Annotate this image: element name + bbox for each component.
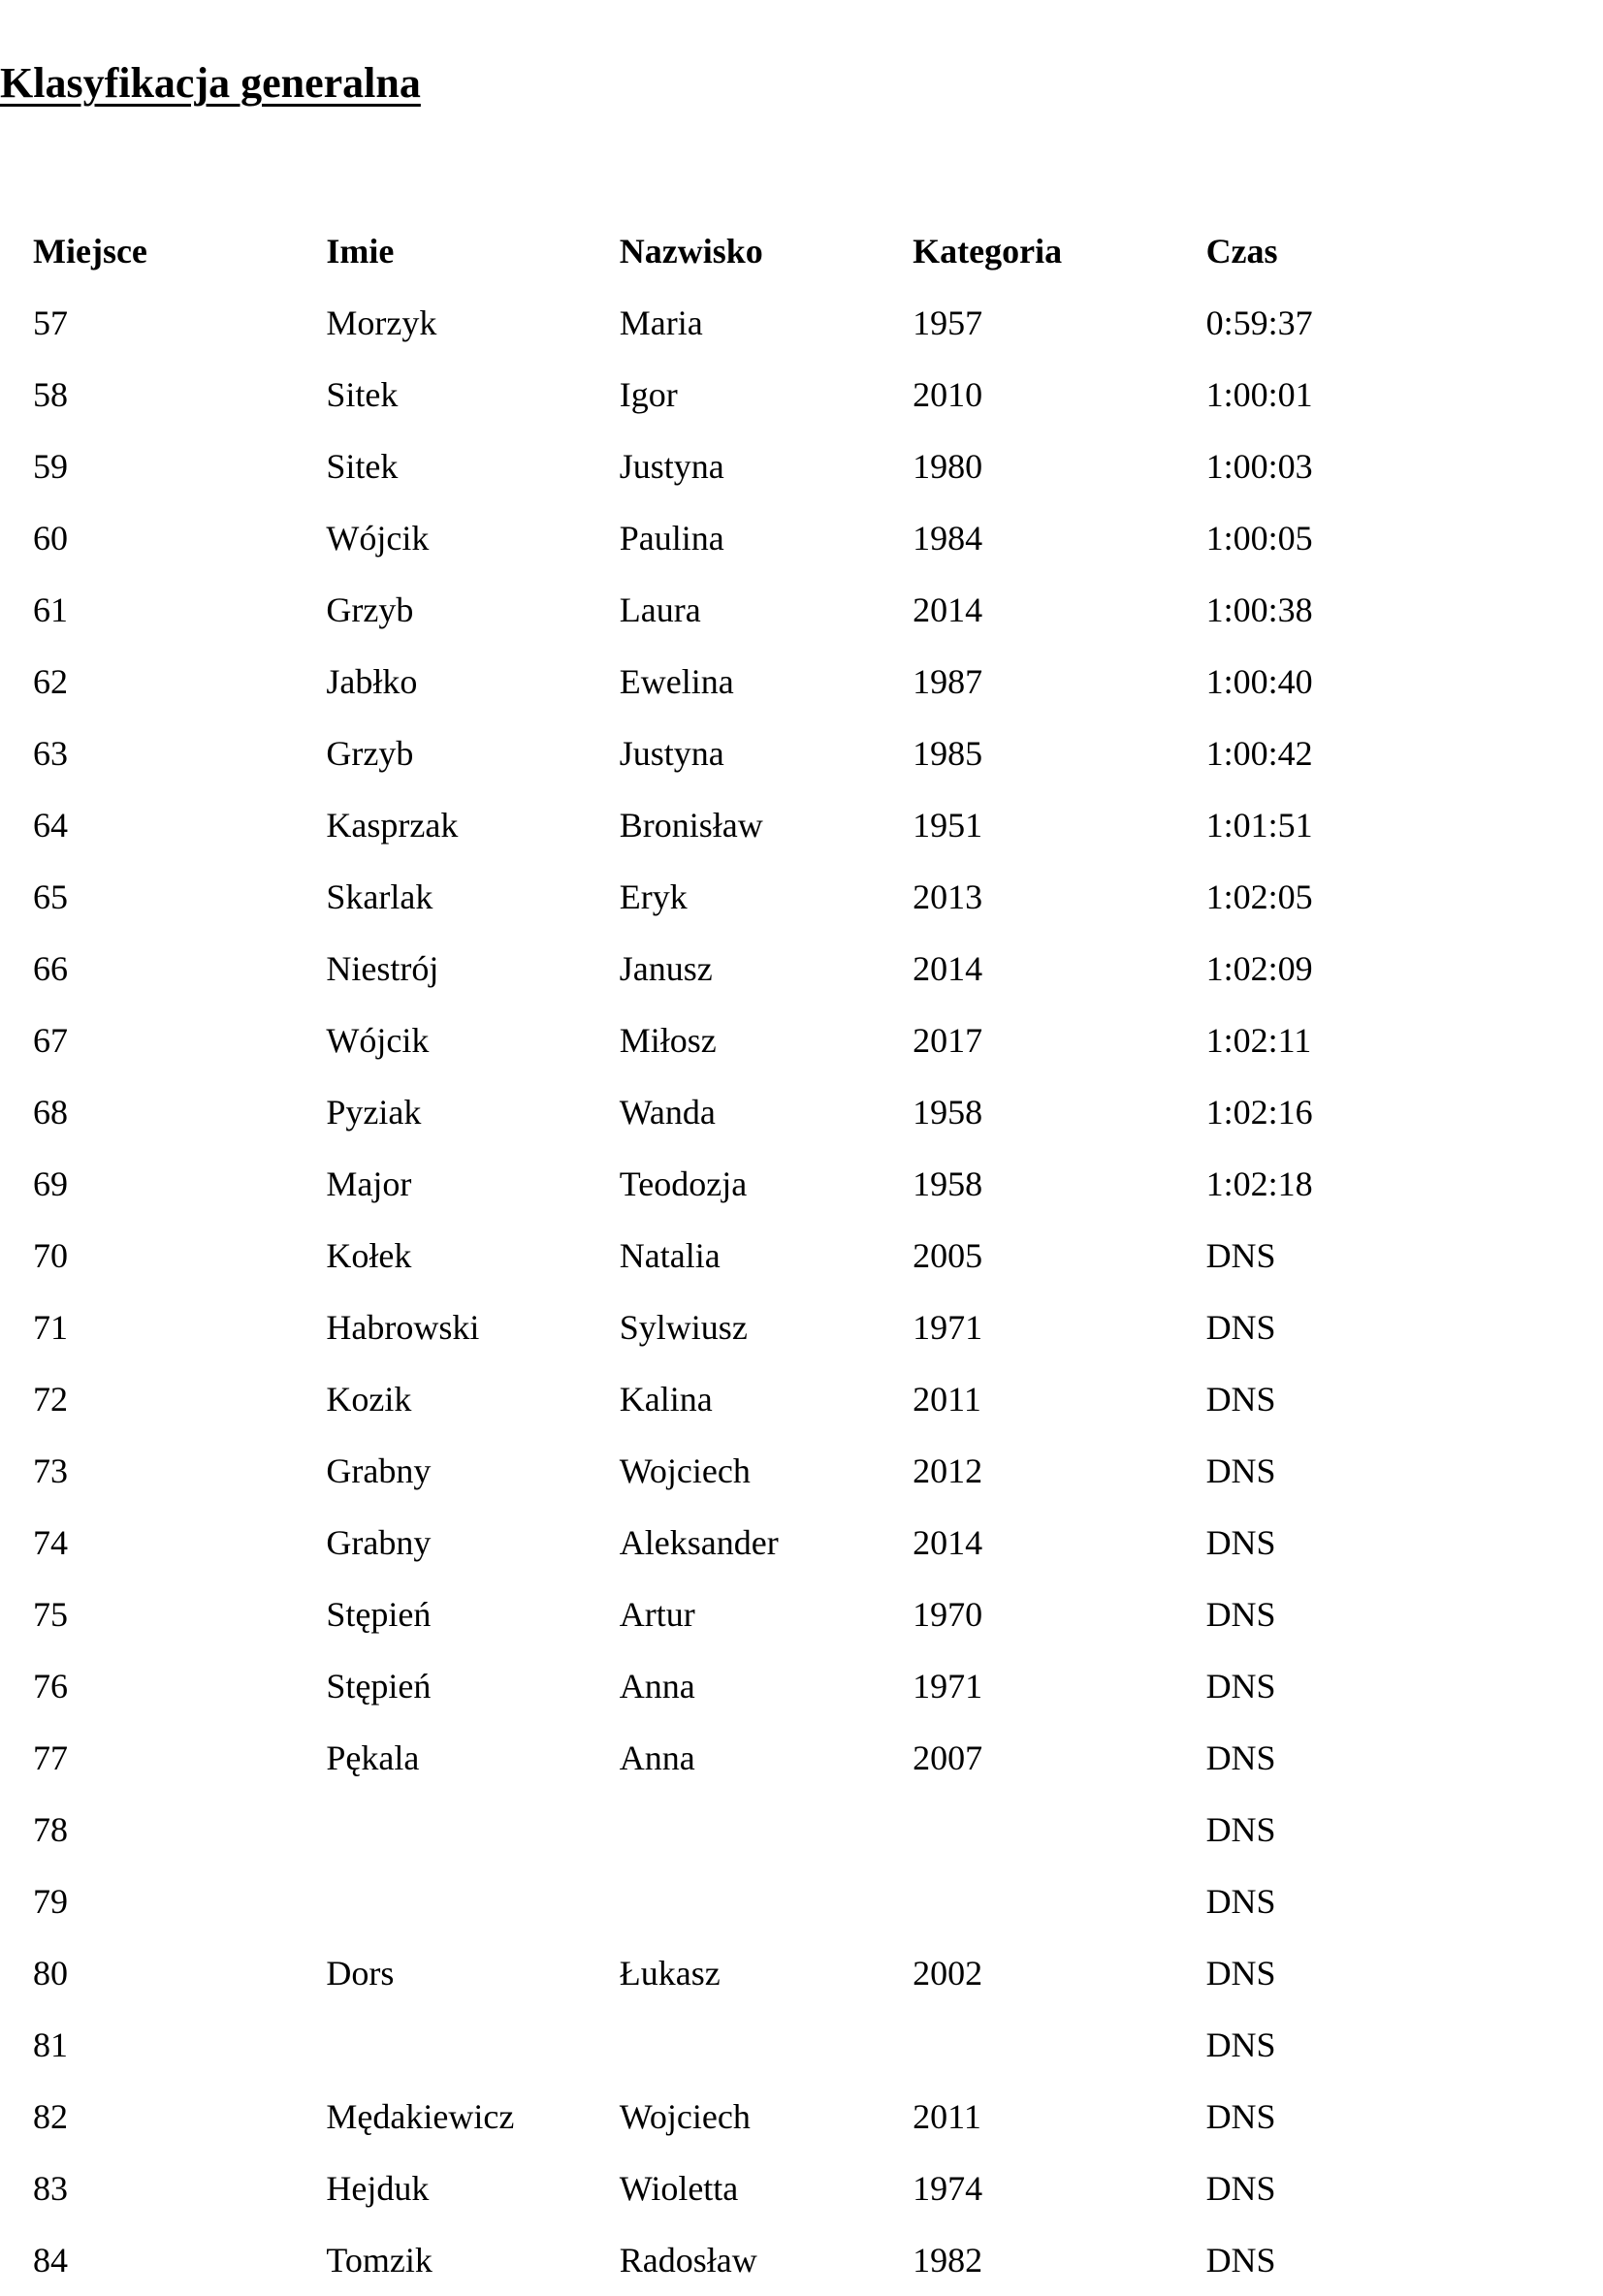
cell-imie: Skarlak — [326, 877, 433, 916]
cell-imie: Jabłko — [326, 662, 418, 701]
cell-nazwisko: Anna — [619, 1738, 695, 1777]
column-header-czas: Czas — [1205, 232, 1278, 271]
cell-nazwisko — [620, 2009, 913, 2081]
cell-miejsce: 75 — [33, 1595, 68, 1634]
cell-miejsce: 76 — [33, 1667, 68, 1706]
header-row — [33, 215, 1499, 287]
cell-czas: 1:02:16 — [1205, 1093, 1313, 1132]
cell-czas: 1:00:42 — [1205, 734, 1313, 773]
cell-kategoria: 1958 — [913, 1093, 983, 1132]
cell-imie: Grzyb — [326, 590, 414, 629]
table-row — [33, 2081, 1499, 2152]
cell-imie: Tomzik — [326, 2241, 433, 2280]
cell-kategoria: 2014 — [913, 949, 983, 988]
cell-imie: Pyziak — [326, 1093, 422, 1132]
cell-kategoria: 2007 — [913, 1738, 983, 1777]
cell-miejsce: 69 — [33, 1164, 68, 1203]
cell-miejsce: 58 — [33, 375, 68, 414]
cell-kategoria: 1958 — [913, 1164, 983, 1203]
cell-czas: DNS — [1205, 1667, 1276, 1706]
cell-miejsce: 78 — [33, 1810, 68, 1849]
cell-miejsce: 74 — [33, 1523, 68, 1562]
cell-miejsce: 65 — [33, 877, 68, 916]
table-row — [33, 1363, 1499, 1435]
column-header-imie: Imie — [326, 232, 395, 271]
column-header-kategoria: Kategoria — [913, 232, 1063, 271]
cell-imie: Wójcik — [326, 519, 430, 558]
cell-imie: Stępień — [326, 1595, 432, 1634]
cell-kategoria: 2014 — [913, 1523, 983, 1562]
cell-nazwisko: Wioletta — [619, 2169, 739, 2208]
cell-imie: Major — [326, 1164, 412, 1203]
cell-nazwisko: Kalina — [619, 1380, 713, 1419]
cell-imie — [326, 1866, 619, 1937]
table-row — [33, 1866, 1499, 1937]
cell-kategoria: 2011 — [913, 1380, 981, 1419]
cell-nazwisko: Radosław — [619, 2241, 757, 2280]
cell-nazwisko: Justyna — [619, 447, 724, 486]
cell-miejsce: 68 — [33, 1093, 68, 1132]
table-row — [33, 718, 1499, 789]
cell-kategoria: 1987 — [913, 662, 983, 701]
cell-czas: 1:02:05 — [1205, 877, 1313, 916]
cell-nazwisko: Igor — [619, 375, 678, 414]
cell-kategoria: 1951 — [913, 806, 983, 845]
cell-nazwisko: Natalia — [619, 1236, 721, 1275]
cell-nazwisko: Wanda — [619, 1093, 716, 1132]
cell-czas: DNS — [1205, 1810, 1276, 1849]
column-header-nazwisko: Nazwisko — [619, 232, 763, 271]
cell-imie: Grabny — [326, 1451, 432, 1490]
cell-miejsce: 70 — [33, 1236, 68, 1275]
cell-imie: Stępień — [326, 1667, 432, 1706]
cell-kategoria: 1971 — [913, 1667, 983, 1706]
table-row — [33, 789, 1499, 861]
table-row — [33, 1004, 1499, 1076]
cell-miejsce: 61 — [33, 590, 68, 629]
cell-imie: Kozik — [326, 1380, 412, 1419]
table-row — [33, 1292, 1499, 1363]
cell-czas: 1:00:03 — [1205, 447, 1313, 486]
results-table — [33, 215, 1499, 2296]
cell-miejsce: 73 — [33, 1451, 68, 1490]
cell-imie: Mędakiewicz — [326, 2097, 515, 2136]
cell-nazwisko: Miłosz — [619, 1021, 717, 1060]
cell-kategoria: 1984 — [913, 519, 983, 558]
cell-kategoria — [913, 1866, 1205, 1937]
cell-miejsce: 79 — [33, 1882, 68, 1921]
cell-kategoria: 2014 — [913, 590, 983, 629]
cell-kategoria: 1974 — [913, 2169, 983, 2208]
cell-czas: DNS — [1205, 1308, 1276, 1347]
cell-czas: 0:59:37 — [1205, 303, 1313, 342]
cell-czas: 1:00:05 — [1205, 519, 1313, 558]
cell-nazwisko: Teodozja — [619, 1164, 748, 1203]
cell-nazwisko: Ewelina — [619, 662, 734, 701]
cell-czas: DNS — [1205, 1882, 1276, 1921]
cell-kategoria: 2011 — [913, 2097, 981, 2136]
cell-czas: 1:00:40 — [1205, 662, 1313, 701]
cell-nazwisko: Wojciech — [619, 2097, 751, 2136]
cell-kategoria: 2005 — [913, 1236, 983, 1275]
cell-miejsce: 57 — [33, 303, 68, 342]
table-row — [33, 502, 1499, 574]
table-row — [33, 287, 1499, 359]
cell-nazwisko: Janusz — [619, 949, 713, 988]
cell-kategoria: 1957 — [913, 303, 983, 342]
cell-imie: Kołek — [326, 1236, 412, 1275]
cell-czas: DNS — [1205, 1954, 1276, 1993]
cell-czas: DNS — [1205, 1380, 1276, 1419]
cell-nazwisko: Justyna — [619, 734, 724, 773]
cell-nazwisko: Łukasz — [619, 1954, 721, 1993]
cell-miejsce: 60 — [33, 519, 68, 558]
cell-imie: Hejduk — [326, 2169, 430, 2208]
column-header-miejsce: Miejsce — [33, 232, 147, 271]
cell-nazwisko: Sylwiusz — [619, 1308, 748, 1347]
cell-miejsce: 67 — [33, 1021, 68, 1060]
cell-czas: DNS — [1205, 1523, 1276, 1562]
table-row — [33, 359, 1499, 430]
cell-nazwisko: Laura — [619, 590, 701, 629]
table-row — [33, 933, 1499, 1004]
cell-czas: 1:00:38 — [1205, 590, 1313, 629]
cell-czas: 1:02:11 — [1205, 1021, 1312, 1060]
cell-czas: DNS — [1205, 2097, 1276, 2136]
table-row — [33, 1076, 1499, 1148]
table-row — [33, 2009, 1499, 2081]
cell-miejsce: 64 — [33, 806, 68, 845]
cell-kategoria — [913, 2009, 1205, 2081]
cell-imie: Wójcik — [326, 1021, 430, 1060]
cell-imie: Morzyk — [326, 303, 437, 342]
table-row — [33, 1937, 1499, 2009]
cell-miejsce: 71 — [33, 1308, 68, 1347]
cell-miejsce: 83 — [33, 2169, 68, 2208]
cell-nazwisko: Artur — [619, 1595, 695, 1634]
cell-czas: DNS — [1205, 1451, 1276, 1490]
cell-nazwisko: Bronisław — [619, 806, 763, 845]
cell-miejsce: 80 — [33, 1954, 68, 1993]
table-row — [33, 1650, 1499, 1722]
cell-nazwisko: Maria — [619, 303, 703, 342]
cell-kategoria — [913, 1794, 1205, 1866]
table-row — [33, 861, 1499, 933]
cell-imie: Grzyb — [326, 734, 414, 773]
cell-miejsce: 77 — [33, 1738, 68, 1777]
cell-imie: Kasprzak — [326, 806, 459, 845]
table-row — [33, 574, 1499, 646]
cell-czas: DNS — [1205, 1236, 1276, 1275]
cell-imie: Sitek — [326, 375, 399, 414]
page-title: Klasyfikacja generalna — [0, 59, 421, 107]
cell-nazwisko: Eryk — [619, 877, 688, 916]
cell-imie: Niestrój — [326, 949, 439, 988]
cell-czas: DNS — [1205, 1595, 1276, 1634]
cell-kategoria: 1982 — [913, 2241, 983, 2280]
cell-miejsce: 72 — [33, 1380, 68, 1419]
cell-miejsce: 81 — [33, 2025, 68, 2064]
cell-imie: Dors — [326, 1954, 395, 1993]
cell-imie — [326, 1794, 619, 1866]
table-row — [33, 1435, 1499, 1507]
table-row — [33, 430, 1499, 502]
cell-czas: 1:02:09 — [1205, 949, 1313, 988]
cell-kategoria: 1970 — [913, 1595, 983, 1634]
cell-imie: Habrowski — [326, 1308, 480, 1347]
cell-miejsce: 82 — [33, 2097, 68, 2136]
cell-imie: Sitek — [326, 447, 399, 486]
cell-miejsce: 59 — [33, 447, 68, 486]
cell-nazwisko: Anna — [619, 1667, 695, 1706]
cell-miejsce: 63 — [33, 734, 68, 773]
cell-kategoria: 2002 — [913, 1954, 983, 1993]
cell-kategoria: 1980 — [913, 447, 983, 486]
cell-nazwisko: Paulina — [619, 519, 724, 558]
table-row — [33, 1148, 1499, 1220]
cell-miejsce: 62 — [33, 662, 68, 701]
table-row — [33, 1507, 1499, 1578]
cell-czas: DNS — [1205, 2025, 1276, 2064]
table-row — [33, 1220, 1499, 1292]
table-row — [33, 2224, 1499, 2296]
table-row — [33, 1578, 1499, 1650]
cell-czas: DNS — [1205, 2169, 1276, 2208]
cell-kategoria: 2010 — [913, 375, 983, 414]
cell-imie: Pękala — [326, 1738, 420, 1777]
cell-czas: 1:00:01 — [1205, 375, 1313, 414]
cell-kategoria: 2013 — [913, 877, 983, 916]
table-row — [33, 1722, 1499, 1794]
cell-czas: DNS — [1205, 2241, 1276, 2280]
cell-kategoria: 2017 — [913, 1021, 983, 1060]
cell-czas: DNS — [1205, 1738, 1276, 1777]
table-row — [33, 2152, 1499, 2224]
cell-nazwisko: Aleksander — [619, 1523, 779, 1562]
table-row — [33, 1794, 1499, 1866]
cell-kategoria: 2012 — [913, 1451, 983, 1490]
cell-imie: Grabny — [326, 1523, 432, 1562]
cell-kategoria: 1971 — [913, 1308, 983, 1347]
cell-nazwisko — [620, 1794, 913, 1866]
cell-kategoria: 1985 — [913, 734, 983, 773]
cell-czas: 1:02:18 — [1205, 1164, 1313, 1203]
table-row — [33, 646, 1499, 718]
cell-nazwisko — [620, 1866, 913, 1937]
cell-nazwisko: Wojciech — [619, 1451, 751, 1490]
cell-miejsce: 84 — [33, 2241, 68, 2280]
table-header — [33, 215, 1499, 287]
table-body — [33, 287, 1499, 2296]
cell-miejsce: 66 — [33, 949, 68, 988]
cell-imie — [326, 2009, 619, 2081]
cell-czas: 1:01:51 — [1205, 806, 1313, 845]
